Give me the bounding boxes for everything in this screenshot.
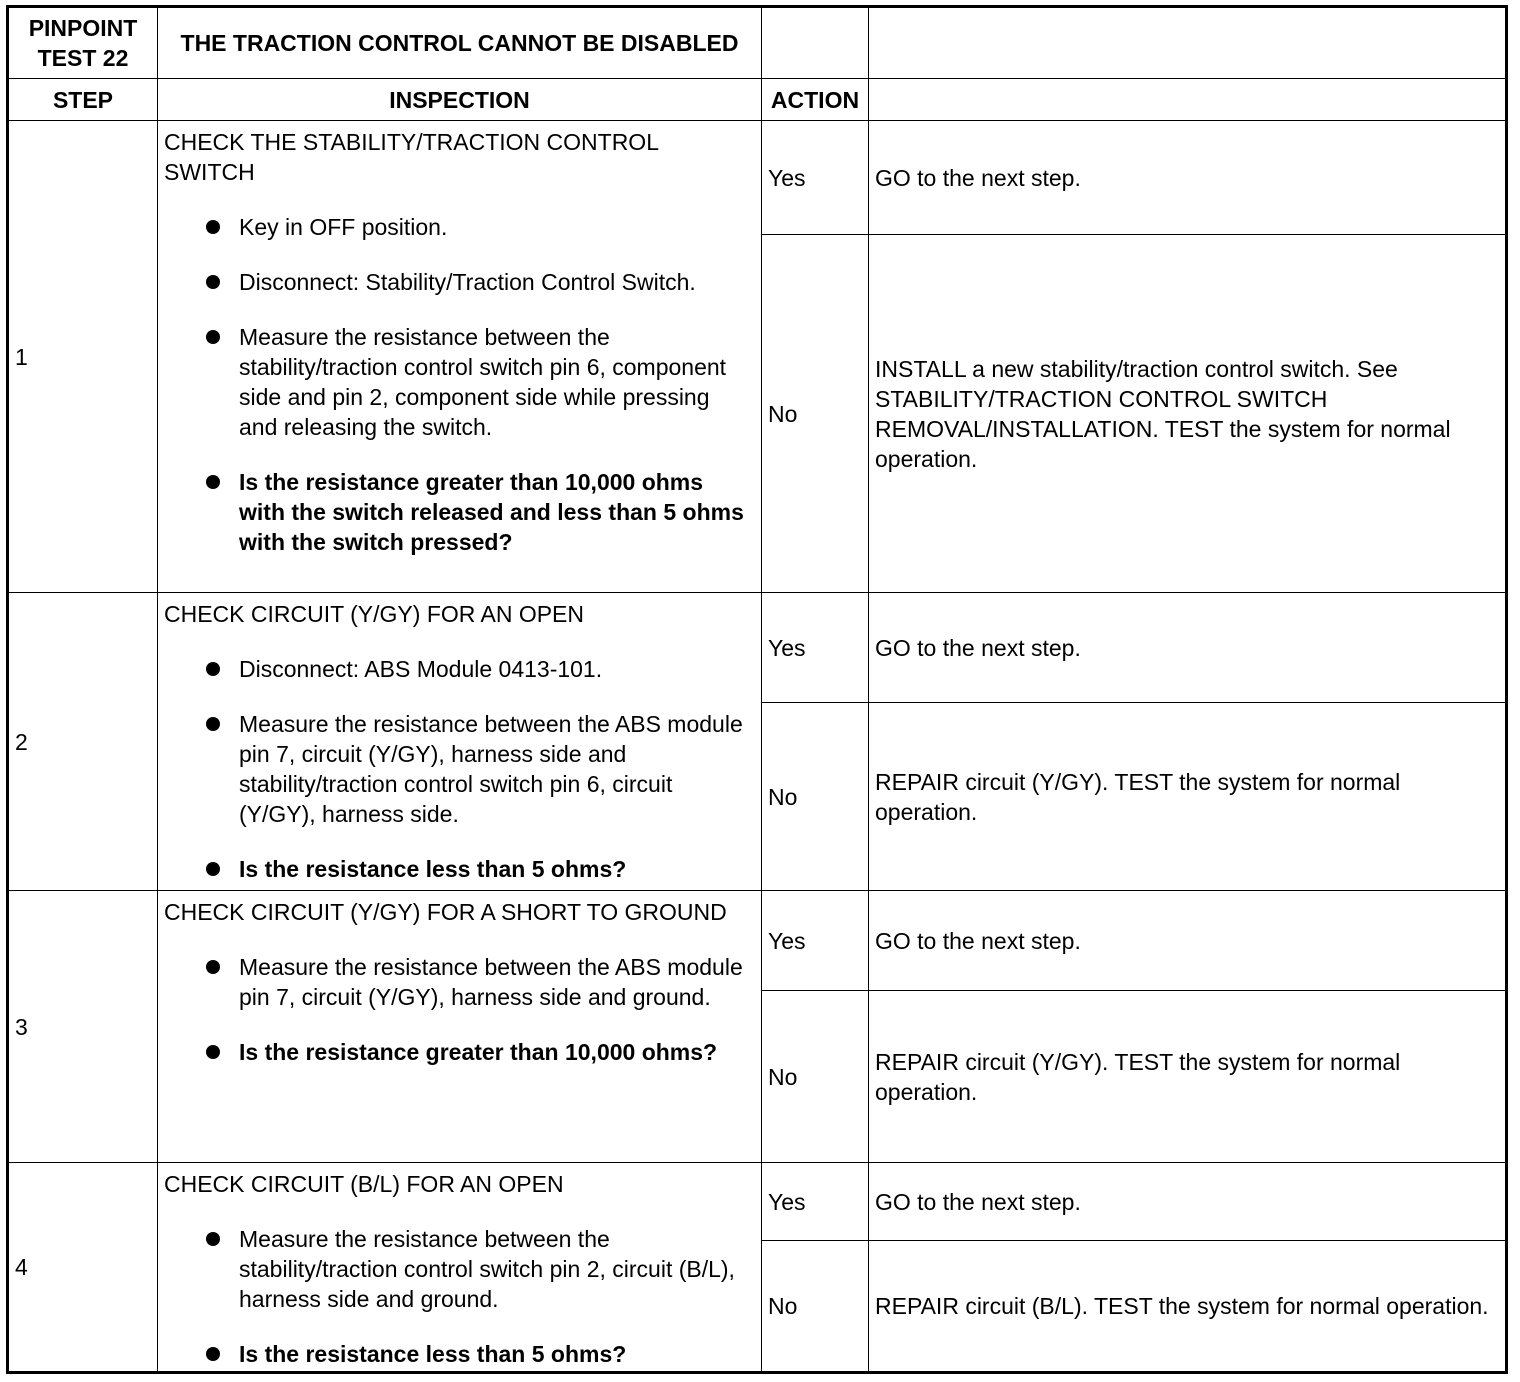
bullet-item: Measure the resistance between the ABS module pin 7, circuit (Y/GY), harness side and stability/traction control switch pin 6, circuit (Y/GY), harness side. (164, 709, 751, 829)
answer-no-action: REPAIR circuit (Y/GY). TEST the system for normal operation. (869, 991, 1507, 1163)
column-header-inspection: INSPECTION (158, 79, 762, 121)
bullet-question: Is the resistance less than 5 ohms? (164, 854, 751, 884)
bullet-item: Disconnect: Stability/Traction Control Switch. (164, 267, 751, 297)
bullet-icon (206, 1045, 220, 1059)
answer-no-label: No (762, 1241, 869, 1373)
step-inspection (158, 891, 762, 1163)
answer-yes-action: GO to the next step. (869, 1163, 1507, 1241)
bullet-icon (206, 330, 220, 344)
pinpoint-test-label: PINPOINT TEST 22 (8, 7, 158, 79)
answer-no-action: REPAIR circuit (B/L). TEST the system for normal operation. (869, 1241, 1507, 1373)
step-number: 1 (8, 121, 158, 593)
bullet-item: Measure the resistance between the stability/traction control switch pin 6, component side and pin 2, component side while pressing and releasing the switch. (164, 322, 751, 442)
answer-no-action: INSTALL a new stability/traction control switch. See STABILITY/TRACTION CONTROL SWITCH REMOVAL/INSTALLATION. TEST the system for normal operation. (869, 235, 1507, 593)
column-header-step: STEP (8, 79, 158, 121)
step-inspection (158, 121, 762, 593)
answer-yes-label: Yes (762, 121, 869, 235)
bullet-icon (206, 275, 220, 289)
bullet-icon (206, 1347, 220, 1361)
step-title: CHECK CIRCUIT (Y/GY) FOR AN OPEN (164, 601, 585, 627)
answer-yes-action: GO to the next step. (869, 593, 1507, 703)
bullet-question: Is the resistance greater than 10,000 ohms with the switch released and less than 5 ohms with the switch pressed? (164, 467, 751, 557)
step-number: 4 (8, 1163, 158, 1373)
answer-yes-action: GO to the next step. (869, 121, 1507, 235)
bullet-icon (206, 960, 220, 974)
step-inspection (158, 1163, 762, 1373)
test-title: THE TRACTION CONTROL CANNOT BE DISABLED (158, 7, 762, 79)
answer-no-action: REPAIR circuit (Y/GY). TEST the system for normal operation. (869, 703, 1507, 891)
answer-yes-label: Yes (762, 891, 869, 991)
bullet-icon (206, 662, 220, 676)
bullet-item: Key in OFF position. (164, 212, 751, 242)
bullet-item: Disconnect: ABS Module 0413-101. (164, 654, 751, 684)
step-title: CHECK THE STABILITY/TRACTION CONTROL SWITCH (164, 129, 659, 185)
step-number: 3 (8, 891, 158, 1163)
answer-no-label: No (762, 235, 869, 593)
bullet-icon (206, 220, 220, 234)
answer-no-label: No (762, 991, 869, 1163)
step-bullet-list (164, 1224, 751, 1369)
step-bullet-list (164, 952, 751, 1067)
bullet-icon (206, 862, 220, 876)
bullet-item: Measure the resistance between the ABS module pin 7, circuit (Y/GY), harness side and ground. (164, 952, 751, 1012)
answer-yes-action: GO to the next step. (869, 891, 1507, 991)
step-title: CHECK CIRCUIT (Y/GY) FOR A SHORT TO GROUND (164, 899, 727, 925)
answer-yes-label: Yes (762, 1163, 869, 1241)
bullet-item: Measure the resistance between the stability/traction control switch pin 2, circuit (B/L), harness side and ground. (164, 1224, 751, 1314)
bullet-icon (206, 1232, 220, 1246)
header-blank-cell (869, 7, 1507, 79)
column-header-action: ACTION (762, 79, 869, 121)
answer-no-label: No (762, 703, 869, 891)
bullet-question: Is the resistance less than 5 ohms? (164, 1339, 751, 1369)
step-inspection (158, 593, 762, 891)
step-bullet-list (164, 212, 751, 557)
bullet-icon (206, 717, 220, 731)
column-header-blank (869, 79, 1507, 121)
step-number: 2 (8, 593, 158, 891)
answer-yes-label: Yes (762, 593, 869, 703)
bullet-icon (206, 475, 220, 489)
step-title: CHECK CIRCUIT (B/L) FOR AN OPEN (164, 1171, 564, 1197)
bullet-question: Is the resistance greater than 10,000 ohms? (164, 1037, 751, 1067)
pinpoint-test-table (6, 5, 1508, 1374)
step-bullet-list (164, 654, 751, 884)
header-blank-cell (762, 7, 869, 79)
